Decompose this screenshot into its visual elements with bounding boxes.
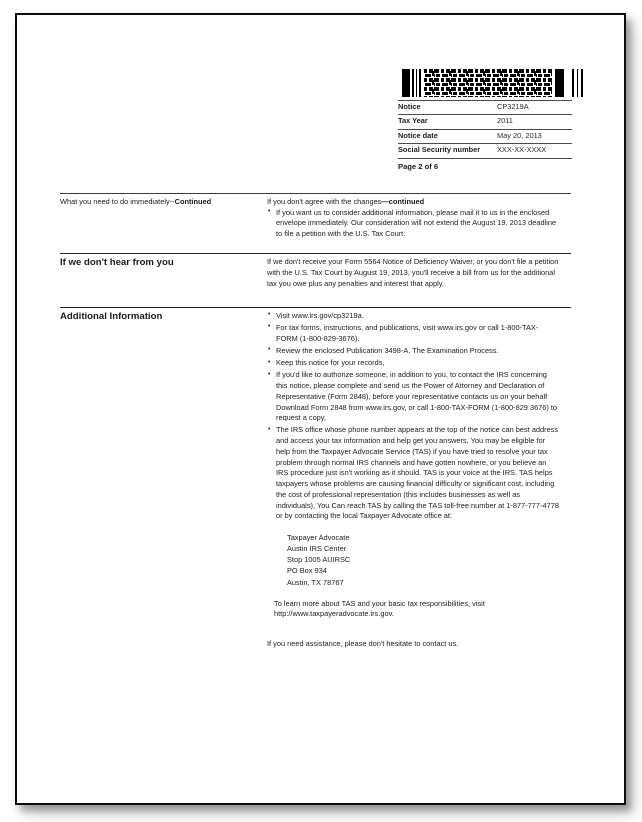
section-title: If we don't hear from you xyxy=(60,257,174,269)
section-left-heading xyxy=(60,254,267,269)
list-item: • For tax forms, instructions, and publications, visit www.irs.gov or call 1-800-TAX-FORM (1-800-829-3676). xyxy=(267,323,559,344)
closing-line: If you need assistance, please don't hesitate to contact us. xyxy=(267,639,459,649)
dont-agree-heading-bold: —continued xyxy=(381,197,425,206)
ssn-value: XXX-XX-XXXX xyxy=(497,145,547,155)
list-item: • Keep this notice for your records, xyxy=(267,358,559,369)
list-item: • If you want us to consider additional information, please mail it to us in the enclosed envelope immediately. Our consideration will not extend the August 19, 2013 deadline to file a petition with the U.S. Tax Court. xyxy=(267,208,559,240)
address-line: Stop 1005 AUIRSC xyxy=(287,555,351,565)
dont-agree-heading-text: If you don't agree with the changes xyxy=(267,197,382,206)
tax-year-label: Tax Year xyxy=(398,116,428,126)
section-additional-info xyxy=(60,307,571,650)
notice-page xyxy=(15,13,626,805)
ssn-label: Social Security number xyxy=(398,145,481,155)
section-immediately-continued xyxy=(60,193,571,253)
section-left-heading xyxy=(60,194,267,208)
table-row xyxy=(398,143,572,158)
notice-date-label: Notice date xyxy=(398,130,438,140)
notice-date-value: May 20, 2013 xyxy=(497,130,542,140)
letter-body xyxy=(60,193,571,650)
page-indicator: Page 2 of 6 xyxy=(398,162,439,171)
address-line: Austin, TX 78767 xyxy=(287,577,344,587)
list-item: • Review the enclosed Publication 3498-A, The Examination Process. xyxy=(267,346,559,357)
section-dont-hear xyxy=(60,253,571,306)
notice-label: Notice xyxy=(398,102,421,111)
address-line: Austin IRS Center xyxy=(287,544,347,554)
taxpayer-advocate-address xyxy=(287,532,559,588)
table-row xyxy=(398,114,572,128)
notice-meta-table xyxy=(398,100,572,171)
section-right-body xyxy=(267,308,571,650)
address-line: PO Box 934 xyxy=(287,566,327,576)
table-row xyxy=(398,129,572,143)
section-title: Additional Information xyxy=(60,310,163,322)
section-left-heading xyxy=(60,308,267,323)
additional-info-bullets xyxy=(267,311,559,522)
tax-year-value: 2011 xyxy=(497,116,513,126)
address-line: Taxpayer Advocate xyxy=(287,533,350,543)
list-item: • If you'd like to authorize someone, in addition to you, to contact the IRS concerning this notice, please complete and send us the Power of Attorney and Declaration of Representative (Form 2848), before your representative contacts us on your behalf Download Form 2848 from www.irs.gov, or call 1-800-TAX-FORM (1-800-829 3676) to request a copy, xyxy=(267,370,559,424)
list-item: • The IRS office whose phone number appears at the top of the notice can best address and access your tax information and help get you answers, You may be eligible for help from the Taxpayer Advocate Service (TAS) if you have tried to resolve your tax problem through normal IRS channels and have gotten nowhere, or you believe an IRS procedure just isn't working as it should. TAS is your voice at the IRS. TAS helps taxpayers whose problems are causing financial difficulty or significant cost, including the cost of professional representation (this includes businesses as well as individuals), You Can reach TAS by calling the TAS toll-free number at 1-877-777-4778 or by contacting the local Taxpayer Advocate office at: xyxy=(267,425,559,522)
table-row xyxy=(398,100,572,114)
section-right-body xyxy=(267,194,571,253)
section-title-bold: Continued xyxy=(174,197,212,206)
barcode-2d-icon xyxy=(400,69,598,97)
section-right-body xyxy=(267,254,571,306)
list-item: • Visit www.irs.gov/cp3219a. xyxy=(267,311,559,322)
dont-agree-heading xyxy=(267,197,559,208)
tas-note: To learn more about TAS and your basic tax responsibilities, visit http://www.taxpayeradvocate.irs.gov. xyxy=(274,598,485,619)
dont-agree-bullets xyxy=(267,208,559,240)
notice-value: CP3219A xyxy=(497,102,529,111)
section-title-text: What you need to do immediately-- xyxy=(60,197,175,206)
dont-hear-paragraph: If we don't receive your Form 5564 Notice of Deficiency Waiver, or you don't file a petition with the U.S. Tax Court by August 19, 2013, you'll receive a bill from us for the additional tax you owe plus any penalties and interest that apply. xyxy=(267,257,559,288)
